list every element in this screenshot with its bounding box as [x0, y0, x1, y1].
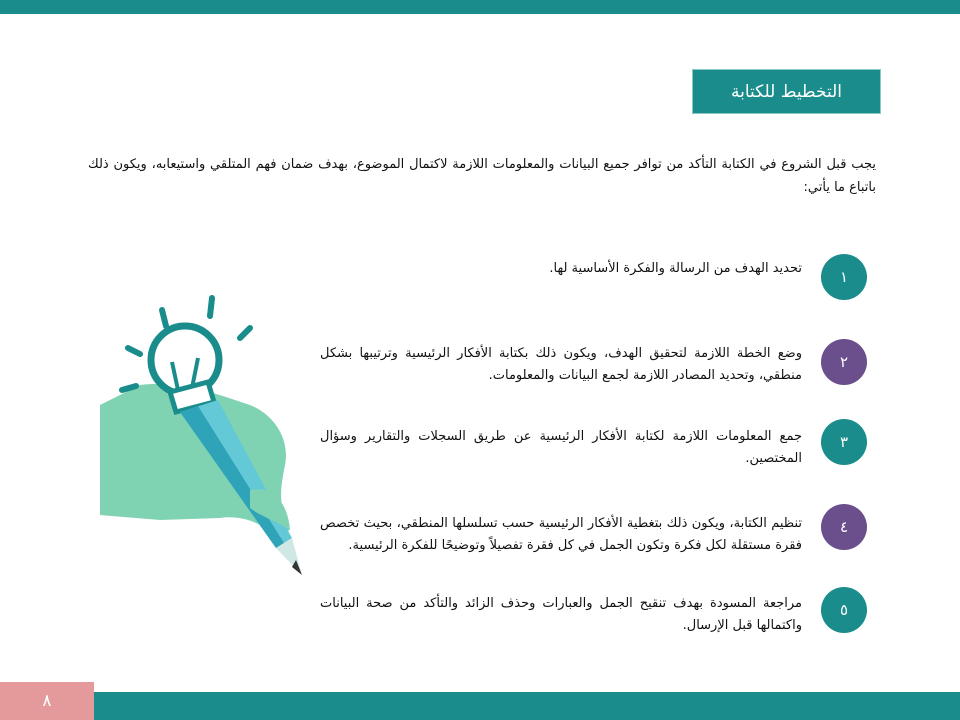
- step-number-3: ٣: [821, 419, 867, 465]
- step-number-4: ٤: [821, 504, 867, 550]
- page-number: ٨: [0, 682, 94, 720]
- step-text-3: جمع المعلومات اللازمة لكتابة الأفكار الرئيسية عن طريق السجلات والتقارير وسؤال المختصين.: [320, 429, 802, 466]
- step-number-2: ٢: [821, 339, 867, 385]
- intro-paragraph: يجب قبل الشروع في الكتابة التأكد من توافر جميع البيانات والمعلومات اللازمة لاكتمال الموضوع، بهدف ضمان فهم المتلقي واستيعابه، ويكون ذلك باتباع ما يأتي:: [88, 157, 876, 195]
- slide-title: التخطيط للكتابة: [692, 69, 881, 114]
- hand-writing-lightbulb-icon: [100, 290, 340, 590]
- step-text-5: مراجعة المسودة بهدف تنقيح الجمل والعبارات وحذف الزائد والتأكد من صحة البيانات واكتمالها قبل الإرسال.: [320, 596, 802, 633]
- top-bar: [0, 0, 960, 14]
- step-text-4: تنظيم الكتابة، ويكون ذلك بتغطية الأفكار الرئيسية حسب تسلسلها المنطقي، بحيث تخصص فقرة مستقلة لكل فكرة وتكون الجمل في كل فقرة تفصيلاً وتوضيحًا للفكرة الرئيسية.: [320, 516, 802, 553]
- bottom-bar: [0, 692, 960, 720]
- step-number-1: ١: [821, 254, 867, 300]
- step-text-2: وضع الخطة اللازمة لتحقيق الهدف، ويكون ذلك بكتابة الأفكار الرئيسية وترتيبها بشكل منطقي، وتحديد المصادر اللازمة لجمع البيانات والمعلومات.: [320, 346, 802, 383]
- step-number-5: ٥: [821, 587, 867, 633]
- step-text-1: تحديد الهدف من الرسالة والفكرة الأساسية لها.: [549, 261, 802, 276]
